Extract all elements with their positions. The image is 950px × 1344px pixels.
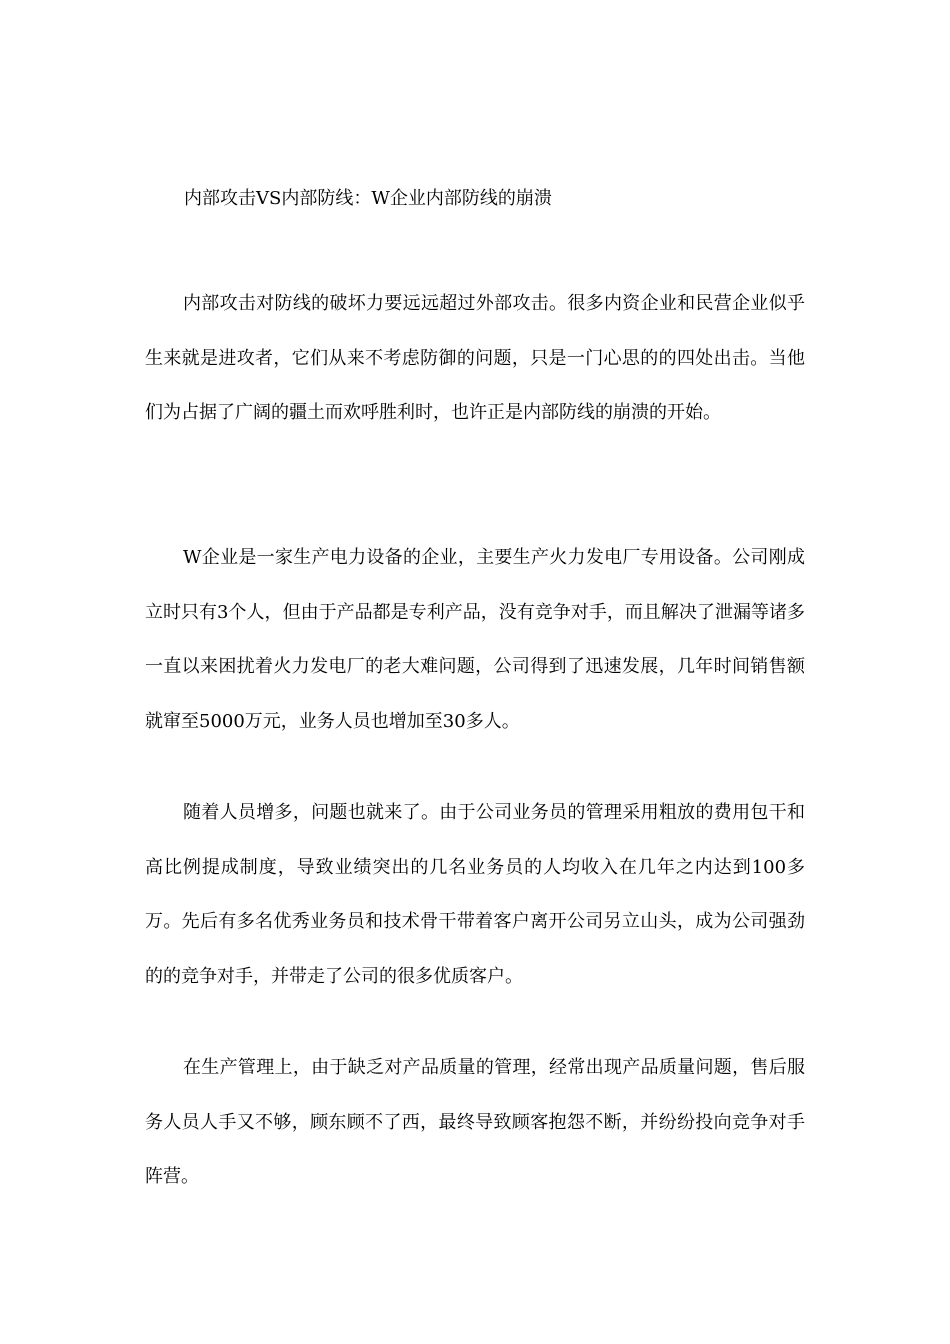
- paragraph: 内部攻击对防线的破坏力要远远超过外部攻击。很多内资企业和民营企业似乎生来就是进攻者，它们从来不考虑防御的问题，只是一门心思的的四处出击。当他们为占据了广阔的疆土而欢呼胜利时，也许正是内部防线的崩溃的开始。: [145, 293, 805, 424]
- paragraph: 随着人员增多，问题也就来了。由于公司业务员的管理采用粗放的费用包干和高比例提成制度，导致业绩突出的几名业务员的人均收入在几年之内达到100多万。先后有多名优秀业务员和技术骨干带着客户离开公司另立山头，成为公司强劲的的竞争对手，并带走了公司的很多优质客户。: [145, 802, 805, 988]
- document-title: 内部攻击VS内部防线：W企业内部防线的崩溃: [184, 188, 552, 209]
- paragraph: W企业是一家生产电力设备的企业，主要生产火力发电厂专用设备。公司刚成立时只有3个人，但由于产品都是专利产品，没有竞争对手，而且解决了泄漏等诸多一直以来困扰着火力发电厂的老大难问题，公司得到了迅速发展，几年时间销售额就窜至5000万元，业务人员也增加至30多人。: [145, 547, 805, 733]
- paragraph: 在生产管理上，由于缺乏对产品质量的管理，经常出现产品质量问题，售后服务人员人手又不够，顾东顾不了西，最终导致顾客抱怨不断，并纷纷投向竞争对手阵营。: [145, 1057, 805, 1188]
